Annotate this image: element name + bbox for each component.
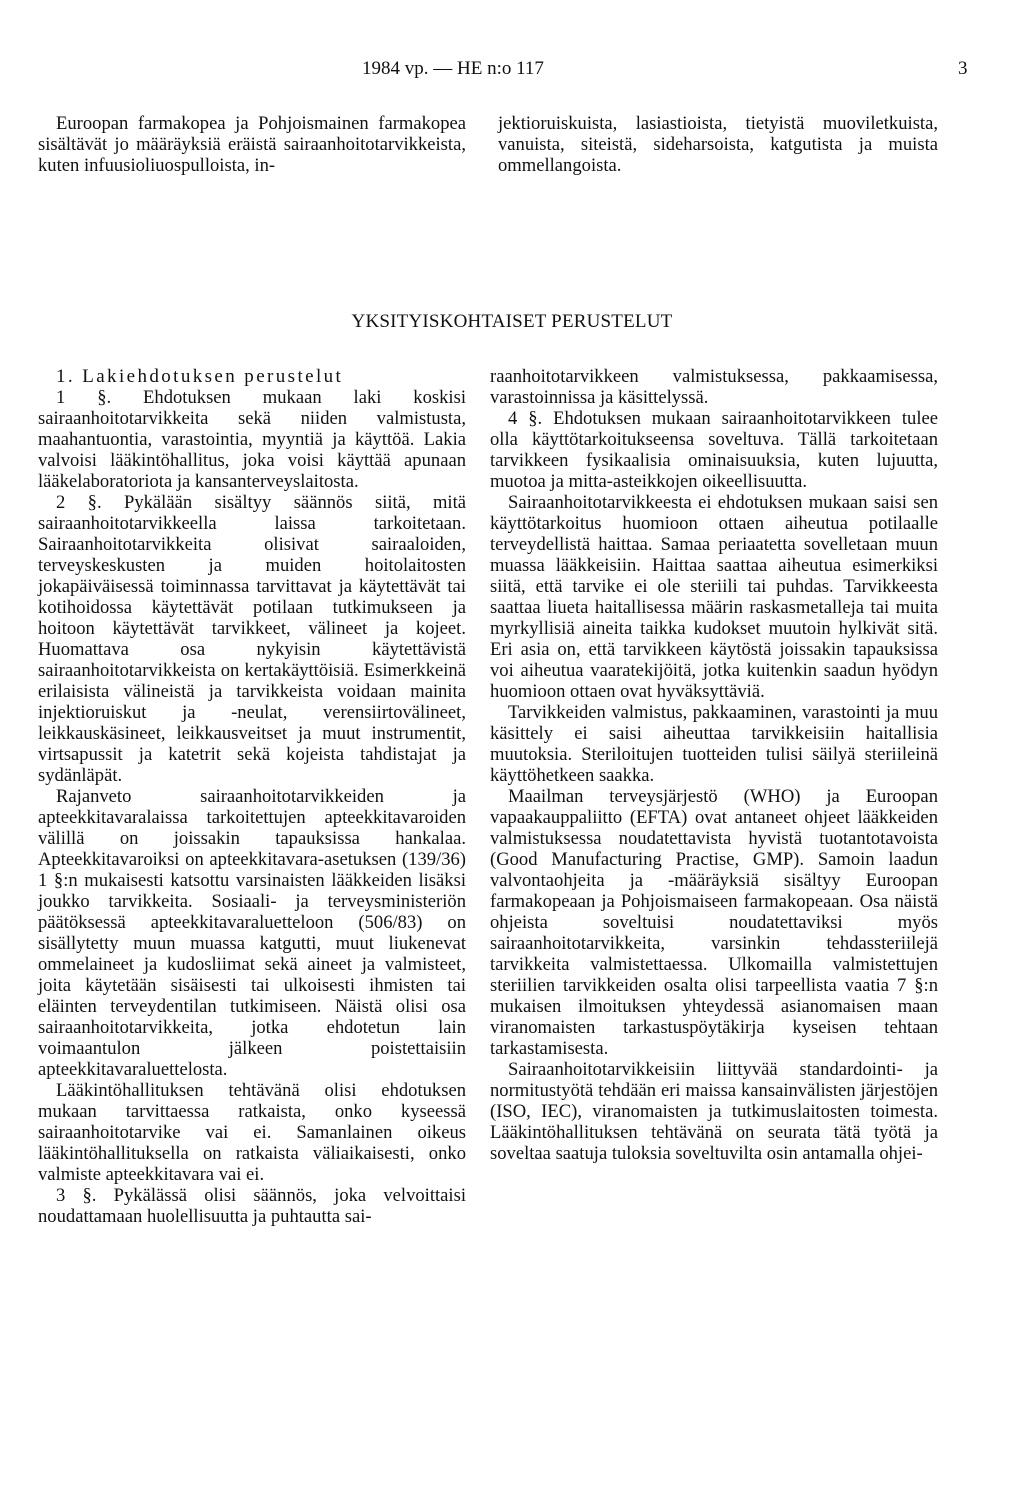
left-paragraph [38,492,466,786]
paragraph-text: Sairaanhoitotarvikkeesta ei ehdotuksen mukaan saisi sen käyttötarkoitus huomioon ottaen aiheutua potilaalle terveydellistä haittaa. Samaa periaatetta sovelletaan muun muassa lääkkeisiin. Haittaa saattaa aiheutua esimerkiksi siitä, että tarvike ei ole steriili tai puhdas. Tarvikkeesta saattaa liueta haitallisessa määrin raskasmetalleja tai muita myrkyllisiä aineita taikka kudokset muutoin hylkivät sitä. Eri asia on, että tarvikkeen käytöstä joissakin tapauksissa voi aiheutua vaaratekijöitä, jotka kuitenkin saadun hyödyn huomioon ottaen ovat hyväksyttäviä. [490,492,938,702]
header-title: 1984 vp. — HE n:o 117 [362,58,544,79]
intro-right-column [498,113,938,176]
section-number: 1 §. [56,387,112,408]
intro-left-column [38,113,466,176]
right-paragraph [490,366,938,408]
right-column [490,366,938,1164]
paragraph-text: Maailman terveysjärjestö (WHO) ja Euroopan vapaakauppaliitto (EFTA) ovat antaneet ohjeet lääkkeiden valmistuksessa noudatettavista hyvistä tuotantotavoista (Good Manufacturing Practise, GMP). Samoin laadun valvontaohjeita ja -määräyksiä sisältyy Euroopan farmakopeaan ja Pohjoismaiseen farmakopeaan. Osa näistä ohjeista soveltuisi noudatettaviksi myös sairaanhoitotarvikkeita, varsinkin tehdassteriilejä tarvikkeita valmistettaessa. Ulkomailla valmistettujen steriilien tarvikkeiden osalta olisi tarpeellista vaatia 7 §:n mukaisen ilmoituksen yhteydessä asianomaisen maan viranomaisten tarkastuspöytäkirja kyseisen tehtaan tarkastamisesta. [490,786,938,1059]
left-paragraph [38,1080,466,1185]
left-paragraph [38,1185,466,1227]
section-heading: YKSITYISKOHTAISET PERUSTELUT [351,311,673,332]
paragraph-text: Pykälässä olisi säännös, joka velvoittaisi noudattamaan huolellisuutta ja puhtautta sai- [38,1185,467,1227]
paragraph-text: Lääkintöhallituksen tehtävänä olisi ehdotuksen mukaan tarvittaessa ratkaista, onko kyseessä sairaanhoitotarvike vai ei. Samanlainen oikeus lääkintöhallituksella on ratkaista väliaikaisesti, onko valmiste apteekkitavara vai ei. [38,1080,466,1185]
section-number: 3 §. [56,1185,97,1206]
right-paragraph [490,786,938,1059]
right-paragraph [490,1059,938,1164]
right-paragraph [490,492,938,702]
page-number: 3 [958,58,968,79]
right-paragraph [490,702,938,786]
paragraph-text: Pykälään sisältyy säännös siitä, mitä sairaanhoitotarvikkeella laissa tarkoitetaan. Sairaanhoitotarvikkeita olisivat sairaaloiden, terveyskeskusten ja muiden hoitolaitosten jokapäiväisessä toiminnassa tarvittavat ja käytettävät tai kotihoidossa käytettävät potilaan tutkimukseen ja hoitoon käytettävät tarvikkeet, välineet ja kojeet. Huomattava osa nykyisin käytettävistä sairaanhoitotarvikkeista on kertakäyttöisiä. Esimerkkeinä erilaisista välineistä ja tarvikkeista voidaan mainita injektioruiskut ja -neulat, verensiirtovälineet, leikkauskäsineet, leikkausveitset ja muut instrumentit, virtsapussit ja katetrit sekä kojeista tahdistajat ja sydänläpät. [38,492,467,786]
paragraph-text: Sairaanhoitotarvikkeisiin liittyvää standardointi- ja normitustyötä tehdään eri maissa kansainvälisten järjestöjen (ISO, IEC), viranomaisten ja tutkimuslaitosten toimesta. Lääkintöhallituksen tehtävänä on seurata tätä työtä ja soveltaa saatuja tuloksia soveltuvilta osin antamalla ohjei- [490,1059,938,1164]
paragraph-text: Tarvikkeiden valmistus, pakkaaminen, varastointi ja muu käsittely ei saisi aiheuttaa tarvikkeisiin haitallisia muutoksia. Steriloitujen tuotteiden tulisi säilyä steriileinä käyttöhetkeen saakka. [490,702,938,786]
paragraph-text: Ehdotuksen mukaan laki koskisi sairaanhoitotarvikkeita sekä niiden valmistusta, maahantuontia, varastointia, myyntiä ja käyttöä. Lakia valvoisi lääkintöhallitus, joka voisi käyttää apunaan lääkelaboratoriota ja kansanterveyslaitosta. [38,387,467,492]
section-number: 4 §. [508,408,543,429]
subsection-heading: 1. Lakiehdotuksen perustelut [56,366,344,387]
left-column [38,366,466,1227]
paragraph-text: Ehdotuksen mukaan sairaanhoitotarvikkeen tulee olla käyttötarkoitukseensa soveltuva. Tällä tarkoitetaan tarvikkeen fysikaalisia ominaisuuksia, kuten lujuutta, muotoa ja mitta-asteikkojen oikeellisuutta. [490,408,938,492]
paragraph-text: raanhoitotarvikkeen valmistuksessa, pakkaamisessa, varastoinnissa ja käsittelyssä. [490,366,938,408]
left-paragraph [38,786,466,1080]
intro-left-paragraph: Euroopan farmakopea ja Pohjoismainen farmakopea sisältävät jo määräyksiä eräistä sairaanhoitotarvikkeista, kuten infuusioliuospulloista, in- [38,113,466,176]
right-paragraph [490,408,938,492]
section-number: 2 §. [56,492,102,513]
intro-right-paragraph: jektioruiskuista, lasiastioista, tietyistä muoviletkuista, vanuista, siteistä, sideharsoista, katgutista ja muista ommellangoista. [498,113,938,176]
paragraph-text: Rajanveto sairaanhoitotarvikkeiden ja apteekkitavaralaissa tarkoitettujen apteekkitavaroiden välillä on joissakin tapauksissa hankalaa. Apteekkitavaroiksi on apteekkitavara-asetuksen (139/36) 1 §:n mukaisesti katsottu varsinaisten lääkkeiden lisäksi joukko tarvikkeita. Sosiaali- ja terveysministeriön päätöksessä apteekkitavaraluetteloon (506/83) on sisällytetty muun muassa katgutti, muut liukenevat ommelaineet ja kudosliimat sekä aineet ja valmisteet, joita käytetään sisäisesti tai ulkoisesti ihmisten tai eläinten terveydentilan tutkimiseen. Näistä olisi osa sairaanhoitotarvikkeita, jotka ehdotetun lain voimaantulon jälkeen poistettaisiin apteekkitavaraluettelosta. [38,786,466,1080]
left-paragraph [38,387,466,492]
